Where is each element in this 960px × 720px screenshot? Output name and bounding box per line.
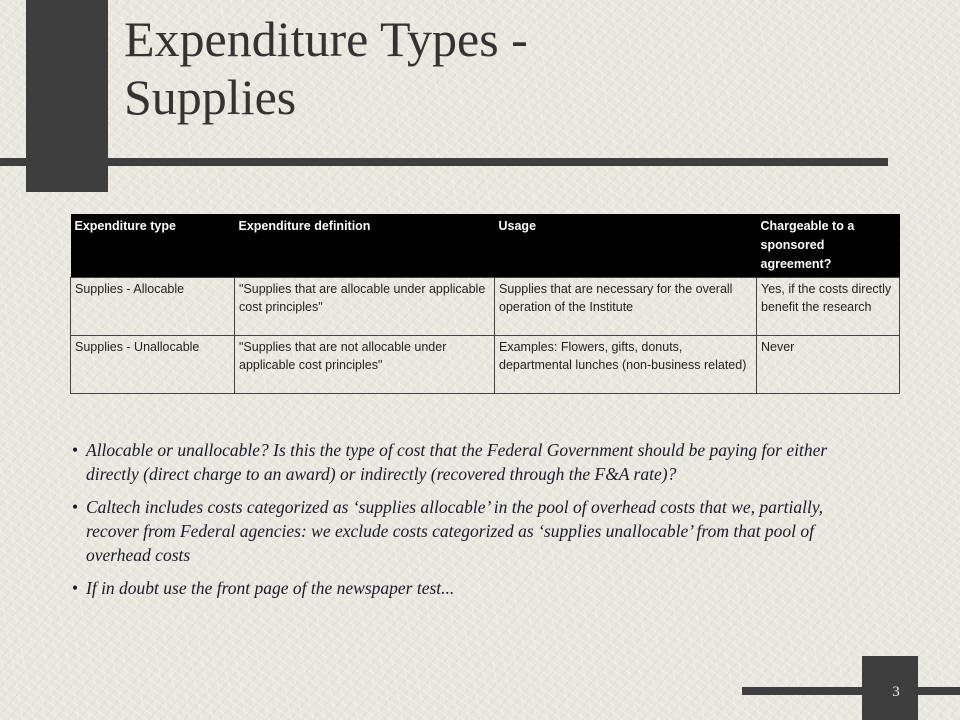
- top-horizontal-rule: [0, 158, 888, 166]
- bullet-glyph: •: [72, 578, 79, 598]
- table-cell: Never: [757, 336, 900, 394]
- table-cell: Supplies - Allocable: [71, 278, 235, 336]
- table-row: [71, 336, 900, 394]
- bullet-glyph: •: [72, 497, 79, 517]
- bullet-text: If in doubt use the front page of the newspaper test...: [86, 578, 455, 598]
- table-header-row: [71, 214, 900, 278]
- table-cell: Yes, if the costs directly benefit the research: [757, 278, 900, 336]
- table-cell: "Supplies that are not allocable under applicable cost principles": [235, 336, 495, 394]
- bullet-glyph: •: [72, 440, 79, 460]
- table-cell: Supplies - Unallocable: [71, 336, 235, 394]
- bullet-item: [72, 438, 872, 486]
- table-cell: Supplies that are necessary for the overall operation of the Institute: [495, 278, 757, 336]
- slide-title: Expenditure Types - Supplies: [124, 11, 528, 125]
- bottom-horizontal-rule: [742, 687, 960, 695]
- bullet-text: Allocable or unallocable? Is this the type of cost that the Federal Government should be paying for either directly (direct charge to an award) or indirectly (recovered through the F&A rate)?: [86, 440, 828, 484]
- bullet-text: Caltech includes costs categorized as ‘supplies allocable’ in the pool of overhead costs that we, partially, recover from Federal agencies: we exclude costs categorized as ‘supplies unallocable’ from that pool of overhead costs: [86, 497, 824, 565]
- table-cell: Examples: Flowers, gifts, donuts, departmental lunches (non-business related): [495, 336, 757, 394]
- bullet-list: [72, 438, 872, 609]
- page-number: 3: [892, 684, 900, 700]
- bullet-item: [72, 495, 872, 567]
- bullet-item: [72, 576, 872, 600]
- expenditure-table: [70, 214, 900, 394]
- header-expenditure-definition: Expenditure definition: [235, 214, 495, 278]
- table-cell: "Supplies that are allocable under applicable cost principles": [235, 278, 495, 336]
- table-row: [71, 278, 900, 336]
- header-usage: Usage: [495, 214, 757, 278]
- header-expenditure-type: Expenditure type: [71, 214, 235, 278]
- header-chargeable: Chargeable to a sponsored agreement?: [757, 214, 900, 278]
